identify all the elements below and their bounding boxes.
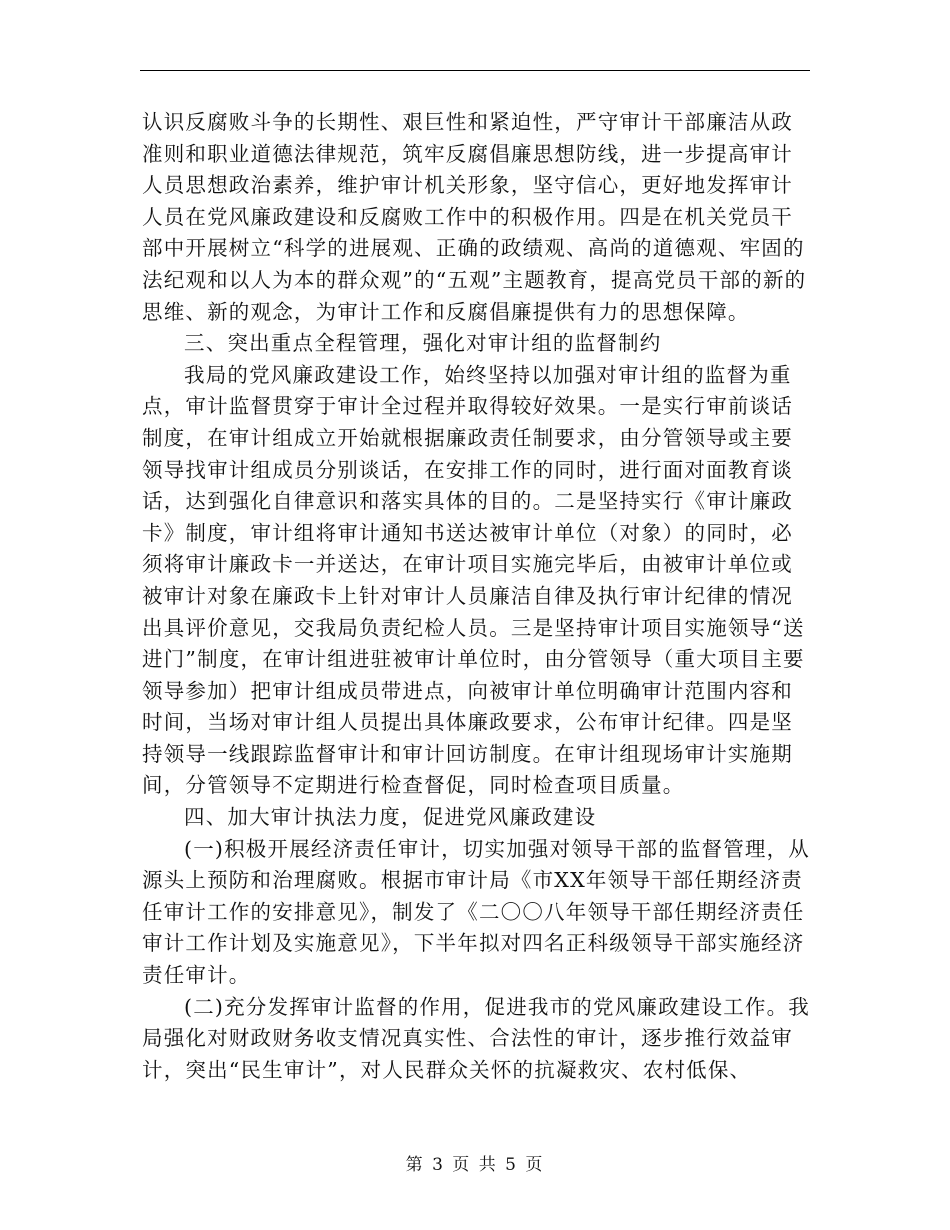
paragraph-audit-supervision: (二)充分发挥审计监督的作用，促进我市的党风廉政建设工作。我局强化对财政财务收支情况真实性、合法性的审计，逐步推行效益审计，突出“民生审计”，对人民群众关怀的抗凝救灾、农村低保、 [142,994,810,1082]
section-heading-3: 三、突出重点全程管理，强化对审计组的监督制约 [184,331,662,356]
document-body [142,107,812,1086]
paragraph-economic-audit: (一)积极开展经济责任审计，切实加强对领导干部的监督管理，从源头上预防和治理腐败。根据市审计局《市XX年领导干部任期经济责任审计工作的安排意见》，制发了《二〇〇八年领导干部任期经济责任审计工作计划及实施意见》，下半年拟对四名正科级领导干部实施经济责任审计。 [142,836,810,988]
section-heading-4: 四、加大审计执法力度，促进党风廉政建设 [184,805,597,830]
header-rule [140,70,810,71]
paragraph-supervision: 我局的党风廉政建设工作，始终坚持以加强对审计组的监督为重点，审计监督贯穿于审计全过程并取得较好效果。一是实行审前谈话制度，在审计组成立开始就根据廉政责任制要求，由分管领导或主要领导找审计组成员分别谈话，在安排工作的同时，进行面对面教育谈话，达到强化自律意识和落实具体的目的。二是坚持实行《审计廉政卡》制度，审计组将审计通知书送达被审计单位（对象）的同时，必须将审计廉政卡一并送达，在审计项目实施完毕后，由被审计单位或被审计对象在廉政卡上针对审计人员廉洁自律及执行审计纪律的情况出具评价意见，交我局负责纪检人员。三是坚持审计项目实施领导“送进门”制度，在审计组进驻被审计单位时，由分管领导（重大项目主要领导参加）把审计组成员带进点，向被审计单位明确审计范围内容和时间，当场对审计组人员提出具体廉政要求，公布审计纪律。四是坚持领导一线跟踪监督审计和审计回访制度。在审计组现场审计实施期间，分管领导不定期进行检查督促，同时检查项目质量。 [142,362,805,798]
paragraph-intro-continued: 认识反腐败斗争的长期性、艰巨性和紧迫性，严守审计干部廉洁从政准则和职业道德法律规范，筑牢反腐倡廉思想防线，进一步提高审计人员思想政治素养，维护审计机关形象，坚守信心，更好地发挥审计人员在党风廉政建设和反腐败工作中的积极作用。四是在机关党员干部中开展树立“科学的进展观、正确的政绩观、高尚的道德观、牢固的法纪观和以人为本的群众观”的“五观”主题教育，提高党员干部的新的思维、新的观念，为审计工作和反腐倡廉提供有力的思想保障。 [142,110,807,324]
page-number-footer: 第 3 页 共 5 页 [405,1155,545,1175]
